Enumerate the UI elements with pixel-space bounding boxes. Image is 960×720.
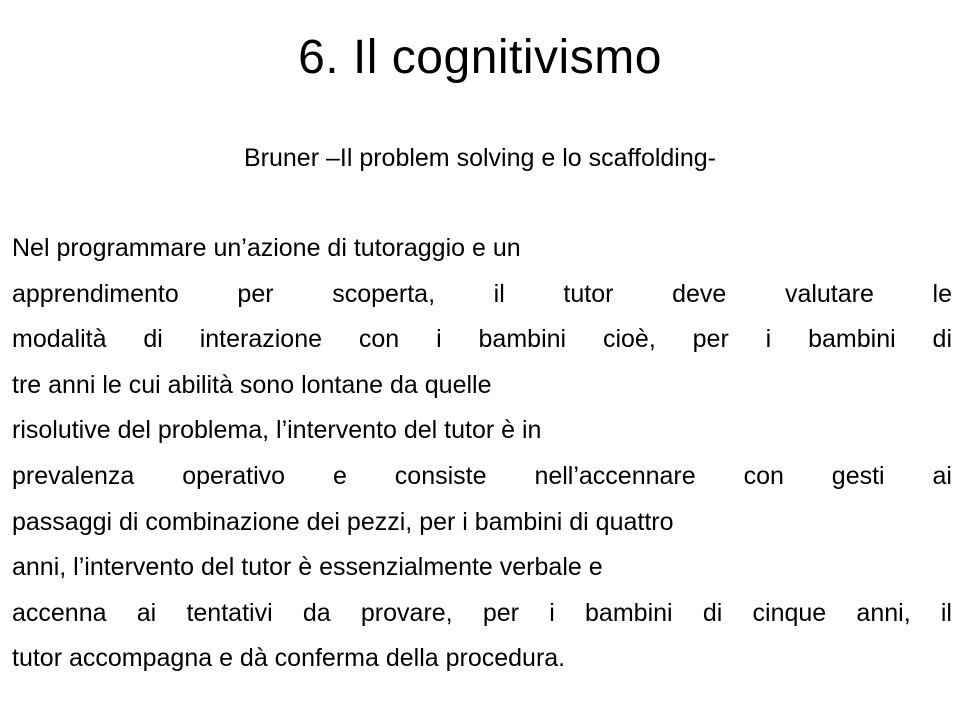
body-line: passaggi di combinazione dei pezzi, per i bambini di quattro — [12, 507, 674, 536]
body-line: accenna ai tentativi da provare, per i bambini di cinque anni, il — [12, 598, 952, 627]
body-line: risolutive del problema, l’intervento del tutor è in — [12, 416, 542, 445]
slide-body — [12, 226, 952, 682]
body-line: apprendimento per scoperta, il tutor deve valutare le — [12, 279, 952, 308]
slide-title: 6. Il cognitivismo — [298, 31, 662, 84]
body-line: tutor accompagna e dà conferma della procedura. — [12, 644, 566, 673]
body-line: anni, l’intervento del tutor è essenzialmente verbale e — [12, 553, 603, 582]
body-line: modalità di interazione con i bambini cioè, per i bambini di — [12, 325, 952, 354]
body-line: Nel programmare un’azione di tutoraggio e un — [12, 234, 521, 262]
body-line: prevalenza operativo e consiste nell’accennare con gesti ai — [12, 461, 952, 490]
body-line: tre anni le cui abilità sono lontane da quelle — [12, 370, 492, 399]
slide-subtitle: Bruner –Il problem solving e lo scaffolding- — [243, 144, 716, 172]
